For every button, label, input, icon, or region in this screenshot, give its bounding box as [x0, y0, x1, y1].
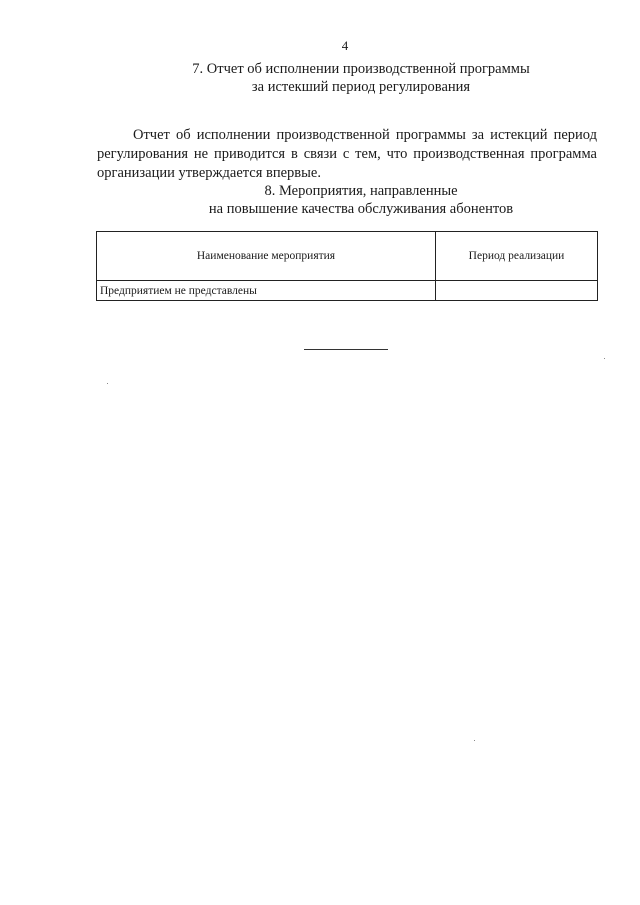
table-cell-implementation-period	[436, 281, 598, 301]
end-separator-line	[304, 349, 388, 350]
scan-speck	[604, 358, 605, 359]
measures-table	[96, 231, 598, 301]
section-8-title-line-1: 8. Мероприятия, направленные	[264, 183, 458, 199]
table-row	[97, 281, 598, 301]
table-cell-measure-name: Предприятием не представлены	[97, 281, 436, 301]
column-header-implementation-period: Период реализации	[436, 232, 598, 281]
table-header-row	[97, 232, 598, 281]
section-8-title-line-2: на повышение качества обслуживания абонентов	[208, 201, 514, 217]
page-number: 4	[341, 38, 349, 53]
section-7-title-line-2: за истекший период регулирования	[251, 79, 471, 95]
section-8-heading	[0, 182, 640, 218]
scan-speck	[107, 383, 108, 384]
column-header-measure-name: Наименование мероприятия	[97, 232, 436, 281]
section-7-title-line-1: 7. Отчет об исполнении производственной программы	[192, 61, 530, 77]
scan-speck	[474, 740, 475, 741]
section-7-heading	[0, 60, 640, 96]
section-7-paragraph: Отчет об исполнении производственной программы за истекций период регулирования не приводится в связи с тем, что производственная программа организации утверждается впервые.	[97, 126, 597, 181]
